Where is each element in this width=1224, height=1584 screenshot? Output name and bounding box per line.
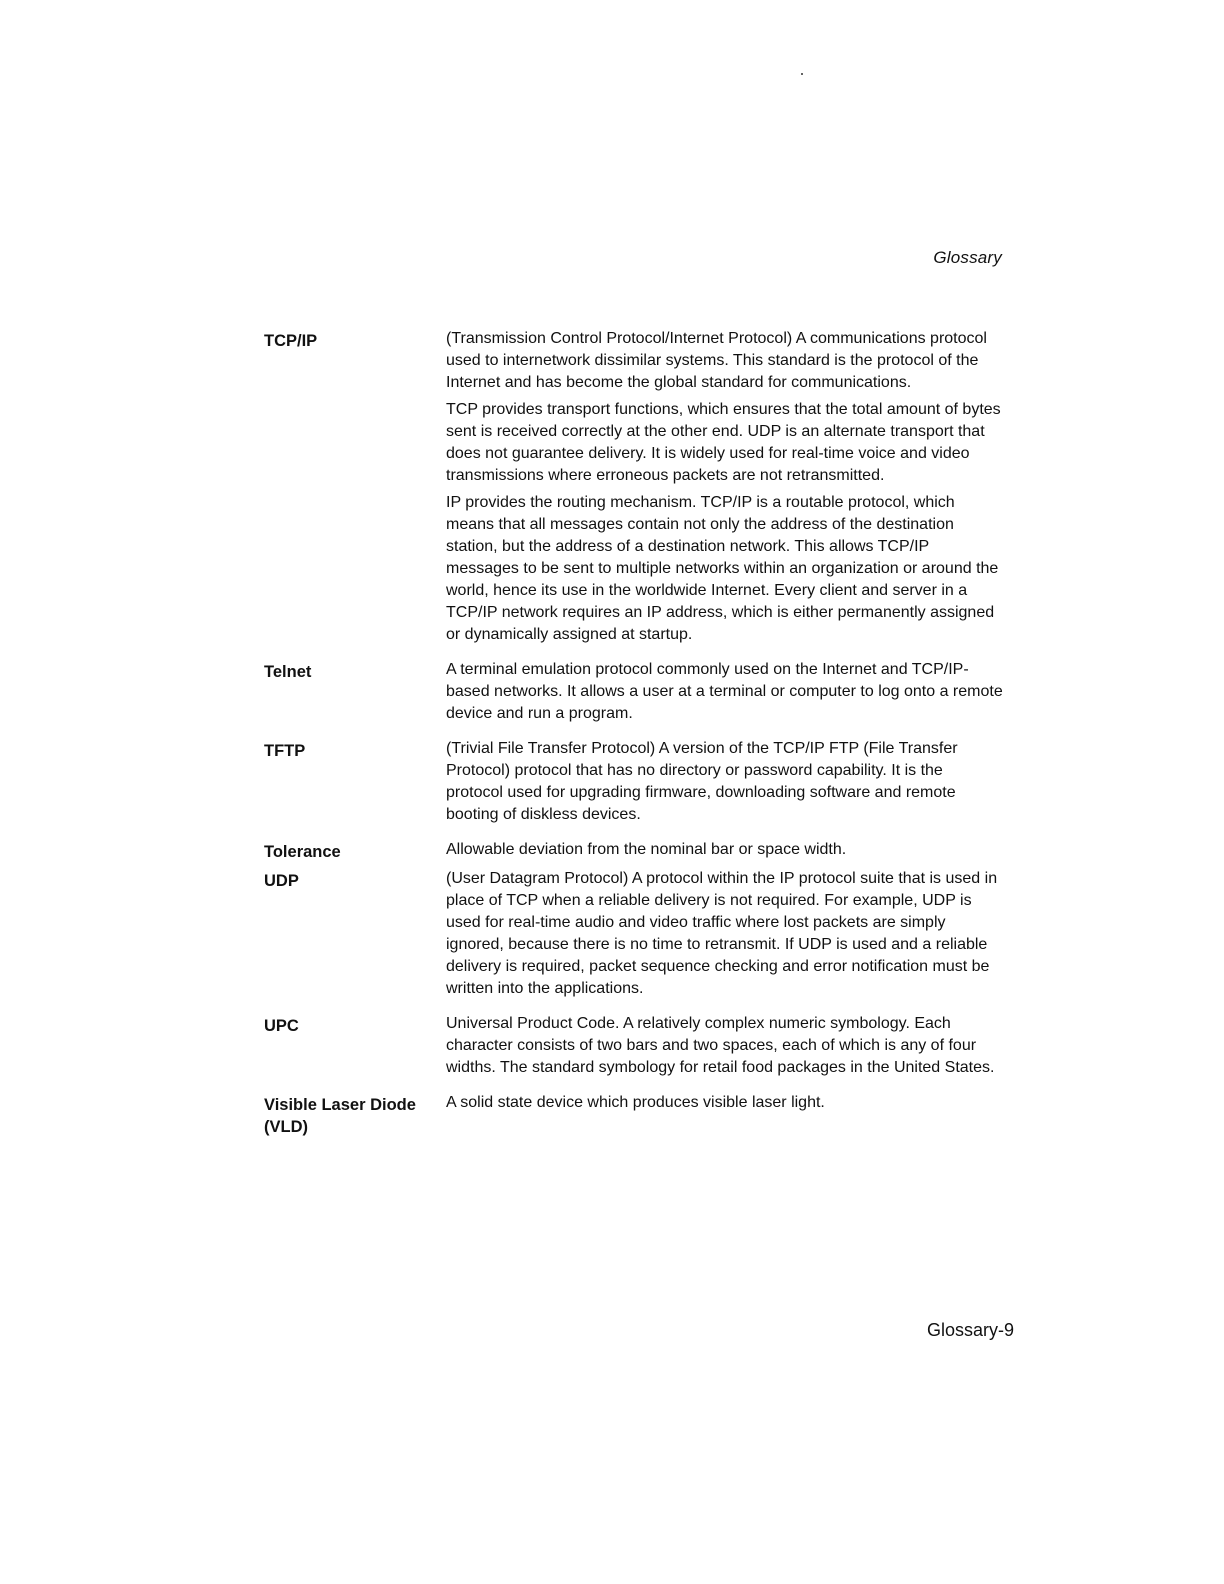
definition-paragraph: (Transmission Control Protocol/Internet Protocol) A communications protocol used to internetwork dissimilar systems. This standard is the protocol of the Internet and has become the global standard for communications. [446,330,987,391]
page-header: Glossary [933,248,1002,267]
glossary-term: Telnet [264,663,312,681]
definition-paragraph: Allowable deviation from the nominal bar or space width. [446,841,847,858]
glossary-entry-tcp-ip [264,328,1004,651]
glossary-definition [446,1092,1004,1119]
glossary-definition [446,839,1004,866]
glossary-term: TFTP [264,742,306,760]
glossary-term: Tolerance [264,843,341,861]
definition-paragraph: TCP provides transport functions, which ensures that the total amount of bytes sent is received correctly at the other end. UDP is an alternate transport that does not guarantee delivery. It is widely used for real-time voice and video transmissions where erroneous packets are not retransmitted. [446,401,1001,484]
glossary-entry-vld [264,1092,1004,1138]
glossary-term: UPC [264,1017,299,1035]
scan-speck [801,73,803,75]
definition-paragraph: IP provides the routing mechanism. TCP/IP is a routable protocol, which means that all messages contain not only the address of the destination station, but the address of a destination network. This allows TCP/IP messages to be sent to multiple networks within an organization or around the world, hence its use in the worldwide Internet. Every client and server in a TCP/IP network requires an IP address, which is either permanently assigned or dynamically assigned at startup. [446,494,999,643]
glossary-definition [446,738,1004,831]
glossary-entry-udp [264,868,1004,1005]
definition-paragraph: (Trivial File Transfer Protocol) A version of the TCP/IP FTP (File Transfer Protocol) protocol that has no directory or password capability. It is the protocol used for upgrading firmware, downloading software and remote booting of diskless devices. [446,740,958,823]
glossary-term: TCP/IP [264,332,318,350]
glossary-entry-upc [264,1013,1004,1084]
glossary-entry-telnet [264,659,1004,730]
glossary-definition [446,328,1004,651]
definition-paragraph: A terminal emulation protocol commonly used on the Internet and TCP/IP-based networks. It allows a user at a terminal or computer to log onto a remote device and run a program. [446,661,1003,722]
glossary-term: UDP [264,872,299,890]
glossary-definition [446,1013,1004,1084]
definition-paragraph: (User Datagram Protocol) A protocol within the IP protocol suite that is used in place of TCP when a reliable delivery is not required. For example, UDP is used for real-time audio and video traffic where lost packets are simply ignored, because there is no time to retransmit. If UDP is used and a reliable delivery is required, packet sequence checking and error notification must be written into the applications. [446,870,998,997]
page-number: Glossary-9 [926,1320,1014,1340]
glossary-definition [446,868,1004,1005]
glossary-entry-tolerance [264,839,1004,866]
definition-paragraph: Universal Product Code. A relatively complex numeric symbology. Each character consists of two bars and two spaces, each of which is any of four widths. The standard symbology for retail food packages in the United States. [446,1015,995,1076]
definition-paragraph: A solid state device which produces visible laser light. [446,1094,825,1111]
glossary-definition [446,659,1004,730]
glossary-entry-tftp [264,738,1004,831]
glossary-term: Visible Laser Diode (VLD) [264,1096,416,1136]
glossary-list [264,328,1004,1146]
